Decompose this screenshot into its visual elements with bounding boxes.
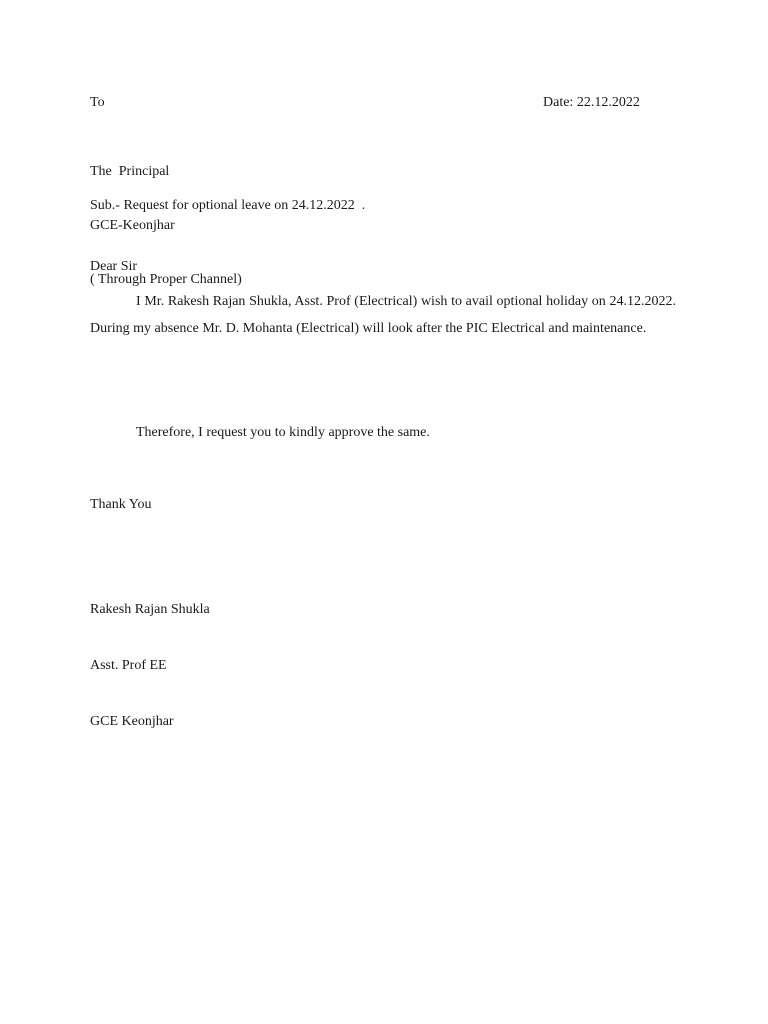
letter-date: Date: 22.12.2022 [543, 95, 640, 110]
letter-subject: Sub.- Request for optional leave on 24.12.2022 . [90, 198, 366, 213]
closing-thanks: Thank You [90, 497, 152, 512]
recipient-title: The Principal [90, 164, 170, 179]
signature-block [90, 564, 210, 768]
salutation: Dear Sir [90, 259, 138, 274]
signatory-designation: Asst. Prof EE [90, 658, 167, 673]
recipient-channel: ( Through Proper Channel) [90, 272, 242, 287]
signatory-institution: GCE Keonjhar [90, 714, 174, 729]
request-paragraph: Therefore, I request you to kindly approve the same. [136, 425, 430, 440]
signatory-name: Rakesh Rajan Shukla [90, 602, 210, 617]
letter-body-paragraph: I Mr. Rakesh Rajan Shukla, Asst. Prof (Electrical) wish to avail optional holiday on 24.12.2022. During my absence Mr. D. Mohanta (Electrical) will look after the PIC Electrical and maintenance. [90, 294, 676, 336]
to-label: To [90, 95, 105, 110]
recipient-institution: GCE-Keonjhar [90, 218, 175, 233]
